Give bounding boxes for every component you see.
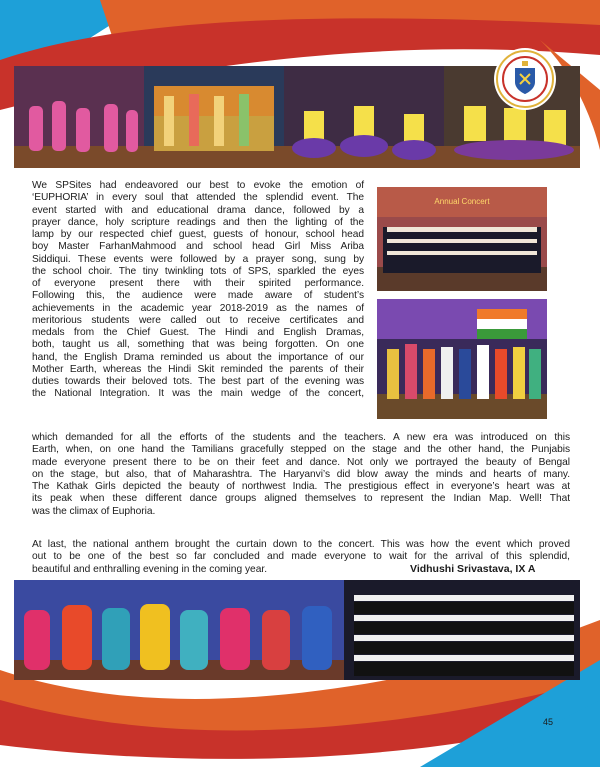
text-line: beautiful and enthralling evening in the coming year. bbox=[32, 563, 268, 575]
text-line: lamp by our respected chief guest, guests of honour, school head bbox=[32, 229, 364, 240]
text-line: Earth, when, on one hand the Tamilians gracefully stepped on the stage and the other hand, the Punjabis bbox=[32, 444, 570, 456]
text-line: was the climax of Euphoria. bbox=[32, 505, 156, 517]
text-line: hand, the English Drama reminded us about the importance of our bbox=[32, 351, 364, 363]
text-line: on the stage, but also, that of Maharashtra. The Haryanvi’s did blow away the minds and hearts of many. bbox=[32, 468, 570, 480]
text-line: At last, the national anthem brought the curtain down to the concert. This was how the event which proved bbox=[32, 539, 570, 550]
choir-photo bbox=[377, 187, 547, 291]
article-paragraph-wide bbox=[32, 432, 570, 518]
text-line: The Kathak Girls depicted the beauty of northwest India. The prestigious effect in everyone’s heart was at bbox=[32, 481, 570, 492]
text-line: Mother Earth, whereas the Hindi Skit reminded the parents of their bbox=[32, 363, 364, 375]
national-integration-photo bbox=[377, 299, 547, 419]
text-line: Siddiqui. These events were followed by a prayer song, sung by bbox=[32, 253, 364, 265]
text-line: event started with and educational drama dance, followed by a bbox=[32, 204, 364, 216]
text-line: the school choir. The tiny twinkling tots of SPS, sparkled the eyes bbox=[32, 265, 364, 277]
text-line: medals from the Chief Guest. The Hindi and English Dramas, bbox=[32, 327, 364, 338]
page-number: 45 bbox=[543, 717, 554, 727]
text-line: made everyone present there to be on their feet and dance. Not only we portrayed the beauty of Bengal bbox=[32, 456, 570, 468]
text-line: which demanded for all the efforts of the students and the teachers. A new era was introduced on this bbox=[32, 432, 570, 443]
text-line: out to be one of the best so far concluded and made everyone to wait for the arrival of this splendid, bbox=[32, 551, 570, 563]
text-line: Following this, the audience were made aware of student’s bbox=[32, 290, 364, 302]
article-paragraph-narrow bbox=[32, 180, 364, 401]
text-line: meritorious students were called out to receive certificates and bbox=[32, 314, 364, 326]
text-line: ‘EUPHORIA’ in every soul that attended the splendid event. The bbox=[32, 192, 364, 204]
text-line: duties towards their beloved tots. The best part of the evening was bbox=[32, 376, 364, 387]
school-crest-logo bbox=[496, 50, 554, 108]
text-line: both, taught us all, something that was being forgotten. On one bbox=[32, 339, 364, 351]
text-line: its peak when these different dance groups aligned themselves to represent the Indian Map. Well! That bbox=[32, 493, 570, 505]
text-line: prayer dance, holy scripture readings and then the lighting of the bbox=[32, 216, 364, 228]
choir-banner-text: Annual Concert bbox=[434, 197, 490, 206]
text-line: boy Master FarhanMahmood and school head Girl Miss Ariba bbox=[32, 241, 364, 253]
text-line: We SPSites had endeavored our best to evoke the emotion of bbox=[32, 180, 364, 191]
text-line: achievements in the academic year 2018-2019 as the names of bbox=[32, 302, 364, 314]
text-line: the National Integration. It was the main wedge of the concert, bbox=[32, 388, 364, 400]
author-byline: Vidhushi Srivastava, IX A bbox=[410, 563, 536, 575]
bottom-banner-photo bbox=[14, 580, 580, 680]
text-line: of everyone present there with their spirited performance. bbox=[32, 278, 364, 289]
